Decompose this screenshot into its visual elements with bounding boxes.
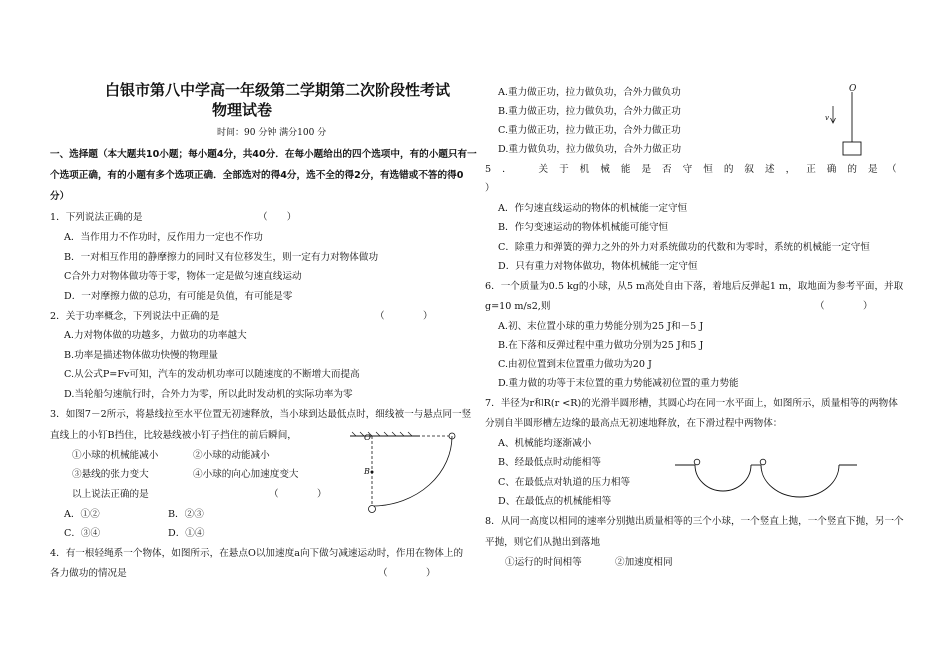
q6-option-c: C.由初位置到末位置重力做功为20 J <box>498 359 652 370</box>
q7-large-trough <box>761 465 839 497</box>
q4-option-b: B.重力做正功，拉力做负功，合外力做正功 <box>498 106 681 117</box>
q3-ceiling-hatch <box>352 432 412 436</box>
q1-option-c: C合外力对物体做功等于零，物体一定是做匀速直线运动 <box>64 271 302 282</box>
q4-stem-line2: 各力做功的情况是 <box>50 568 127 579</box>
q4-option-a: A.重力做正功，拉力做负功，合外力做负功 <box>498 87 681 98</box>
q7-option-a: A、机械能均逐渐减小 <box>498 438 592 449</box>
q7-option-b: B、经最低点时动能相等 <box>498 457 601 468</box>
q5-option-c: C．除重力和弹簧的弹力之外的外力对系统做功的代数和为零时，系统的机械能一定守恒 <box>498 242 870 253</box>
q3-stem-line1: 3．如图7－2所示，将悬线拉至水平位置无初速释放，当小球到达最低点时，细线被一与悬点同一竖 <box>50 409 472 420</box>
section-instructions-3: 分） <box>50 191 70 202</box>
q3-stem-line2: 直线上的小钉B挡住，比较悬线被小钉子挡住的前后瞬间， <box>50 430 297 441</box>
q5-blank-close: ） <box>485 183 495 194</box>
q3-statement-2: ②小球的动能减小 <box>193 450 270 461</box>
q6-answer-blank: （ ） <box>815 301 873 312</box>
q3-fig-label-b: B <box>364 467 370 476</box>
q8-statement-1: ①运行的时间相等 <box>505 557 582 568</box>
q7-option-c: C、在最低点对轨道的压力相等 <box>498 477 631 488</box>
q3-option-c: C．③④ <box>64 528 101 539</box>
q3-option-b: B．②③ <box>168 509 204 520</box>
q6-option-b: B.在下落和反弹过程中重力做功分别为25 J和5 J <box>498 340 704 351</box>
q7-ball-large <box>760 459 766 465</box>
q7-semicircle-troughs-figure <box>675 455 865 495</box>
q4-block <box>843 142 861 155</box>
exam-meta: 时间：90 分钟 满分100 分 <box>217 128 327 138</box>
q4-hanging-mass-figure <box>830 92 870 160</box>
q3-fig-label-o: O <box>364 433 371 443</box>
q7-ball-small <box>694 459 700 465</box>
q3-answer-blank: （ ） <box>269 489 327 500</box>
q4-answer-blank: （ ） <box>378 568 436 579</box>
q3-nail-b <box>371 471 374 474</box>
q7-small-trough <box>695 465 751 491</box>
q5-stem: 5． 关于机械能是否守恒的叙述，正确的是 <box>485 164 889 175</box>
q7-stem-line1: 7．半径为r和R(r <R)的光滑半圆形槽，其圆心均在同一水平面上，如图所示，质量相等的两物体 <box>485 398 898 409</box>
q5-blank-open: （ <box>887 164 897 175</box>
q2-answer-blank: （ ） <box>375 311 433 322</box>
q1-option-a: A．当作用力不作功时，反作用力一定也不作功 <box>64 232 263 243</box>
q3-option-d: D．①④ <box>168 528 205 539</box>
q2-option-c: C.从公式P=Fv可知，汽车的发动机功率可以随速度的不断增大而提高 <box>64 369 360 380</box>
q7-stem-line2: 分别自半圆形槽左边缘的最高点无初速地释放，在下滑过程中两物体： <box>485 418 783 429</box>
q5-option-b: B．作匀变速运动的物体机械能可能守恒 <box>498 222 669 233</box>
q3-ball-bottom <box>369 506 376 513</box>
q6-option-d: D.重力做的功等于末位置的重力势能减初位置的重力势能 <box>498 378 739 389</box>
q4-stem-line1: 4．有一根轻绳系一个物体，如图所示，在悬点O以加速度a向下做匀减速运动时，作用在物体上的 <box>50 548 464 559</box>
q6-stem-line2: g=10 m/s2,则 <box>485 301 551 312</box>
q8-stem-line2: 平抛，则它们从抛出到落地 <box>485 537 601 548</box>
q4-option-d: D.重力做负功，拉力做负功，合外力做正功 <box>498 144 682 155</box>
q5-option-d: D．只有重力对物体做功，物体机械能一定守恒 <box>498 261 698 272</box>
q1-answer-blank: （ ） <box>258 212 297 223</box>
q2-option-a: A.力对物体做的功越多，力做功的功率越大 <box>64 330 247 341</box>
q7-option-d: D、在最低点的机械能相等 <box>498 496 612 507</box>
q8-statement-2: ②加速度相同 <box>615 557 673 568</box>
q3-swing-arc <box>374 436 452 506</box>
q1-stem: 1．下列说法正确的是 <box>50 212 143 223</box>
section-instructions-1: 一、选择题（本大题共10小题；每小题4分，共40分．在每小题给出的四个选项中，有的小题只有一 <box>50 149 477 160</box>
q1-option-d: D．一对摩擦力做的总功，有可能是负值，有可能是零 <box>64 291 293 302</box>
q5-option-a: A．作匀速直线运动的物体的机械能一定守恒 <box>498 203 688 214</box>
q8-stem-line1: 8．从同一高度以相同的速率分别抛出质量相等的三个小球，一个竖直上抛，一个竖直下抛，另一个 <box>485 516 904 527</box>
q3-statement-4: ④小球的向心加速度变大 <box>193 469 299 480</box>
q2-option-b: B.功率是描述物体做功快慢的物理量 <box>64 350 219 361</box>
q4-option-c: C.重力做正功，拉力做正功，合外力做正功 <box>498 125 681 136</box>
q1-option-b: B．一对相互作用的静摩擦力的同时又有位移发生，则一定有力对物体做功 <box>64 252 379 263</box>
q4-fig-label-v: v <box>825 114 829 122</box>
q2-stem: 2．关于功率概念，下列说法中正确的是 <box>50 311 220 322</box>
q2-option-d: D.当轮船匀速航行时，合外力为零，所以此时发动机的实际功率为零 <box>64 389 353 400</box>
q3-option-a: A．①② <box>64 509 100 520</box>
q3-ask: 以上说法正确的是 <box>72 489 149 500</box>
q3-statement-1: ①小球的机械能减小 <box>72 450 159 461</box>
exam-subtitle: 物理试卷 <box>212 101 273 119</box>
q6-stem-line1: 6．一个质量为0.5 kg的小球，从5 m高处自由下落，着地后反弹起1 m，取地面为参考平面，并取 <box>485 281 904 292</box>
exam-title: 白银市第八中学高一年级第二学期第二次阶段性考试 <box>105 81 451 99</box>
q4-fig-label-o: O <box>849 84 857 94</box>
q3-statement-3: ③悬线的张力变大 <box>72 469 149 480</box>
section-instructions-2: 个选项正确，有的小题有多个选项正确．全部选对的得4分，选不全的得2分，有选错或不答的得0 <box>50 170 464 181</box>
q6-option-a: A.初、末位置小球的重力势能分别为25 J和－5 J <box>498 321 704 332</box>
